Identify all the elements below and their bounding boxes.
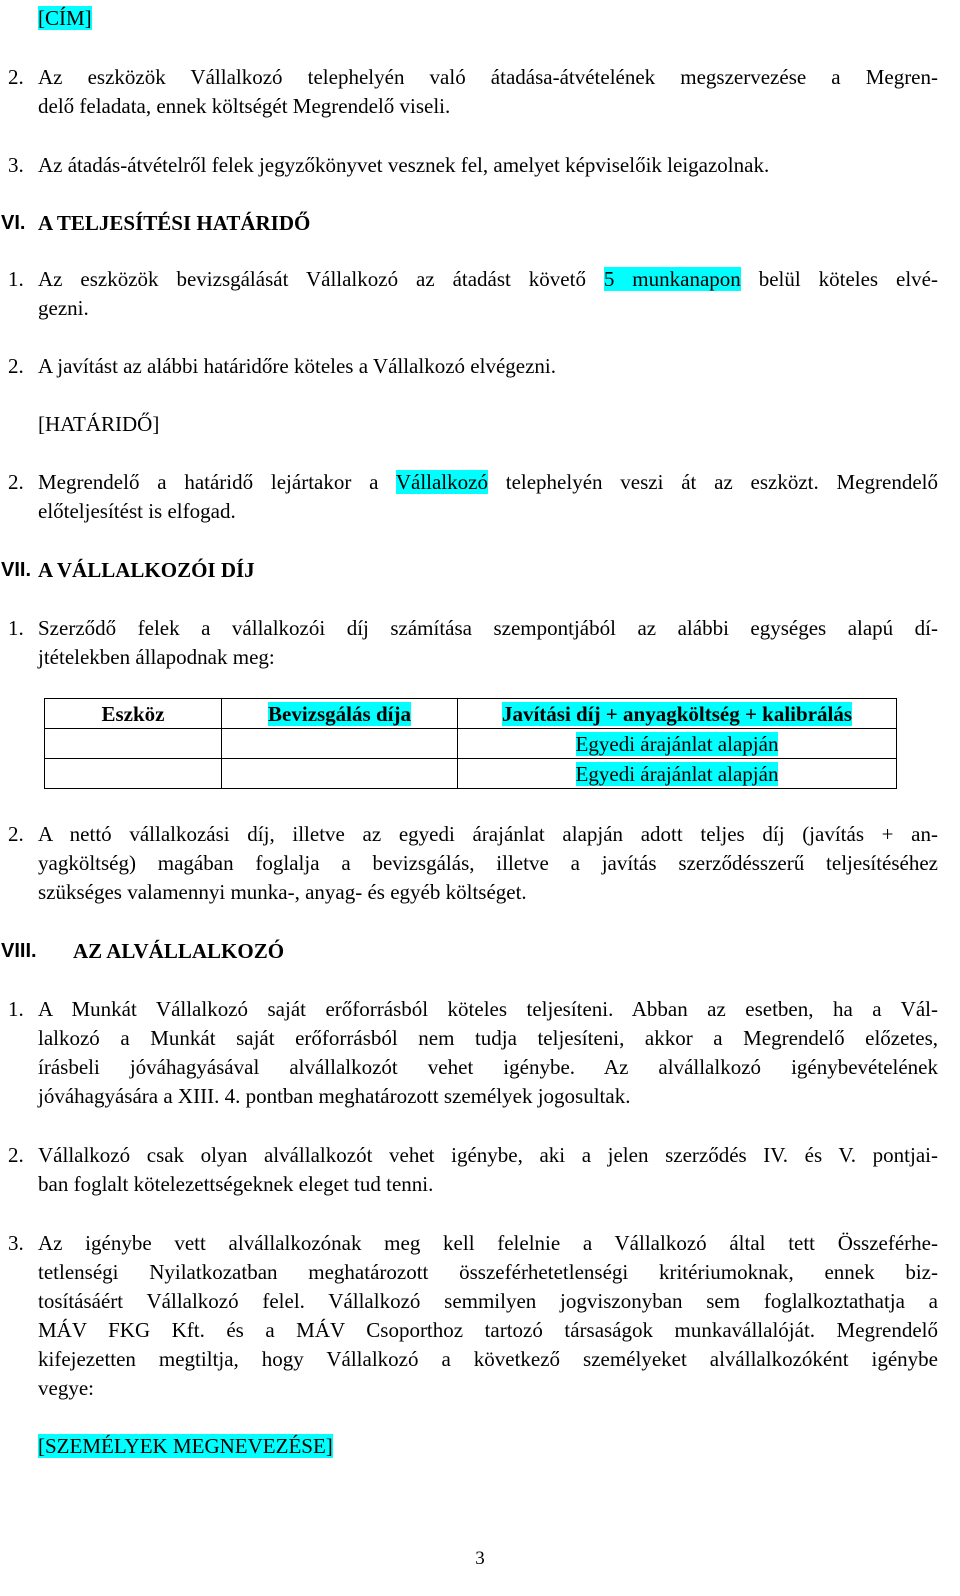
page-number: 3 [475,1548,485,1569]
title-placeholder: [CÍM] [38,6,92,30]
paragraph-vii-2-line3: szükséges valamennyi munka-, anyag- és egyéb költséget. [38,880,527,904]
paragraph-viii-1-line2: lalkozó a Munkát saját erőforrásból nem tudja teljesíteni, akkor a Megrendelő előzetes, [38,1026,938,1050]
fee-table [44,698,897,789]
paragraph-vi-3-line2: előteljesítést is elfogad. [38,499,236,523]
fee-table-header-cell: Eszköz [45,699,222,729]
paragraph-vi-1-line2: gezni. [38,296,89,320]
fee-table-cell: Egyedi árajánlat alapján [458,759,897,789]
paragraph-viii-3-line4: MÁV FKG Kft. és a MÁV Csoporthoz tartozó társaságok munkavállalóját. Megrendelő [38,1318,938,1342]
paragraph-handover-2: 2. Az eszközök Vállalkozó telephelyén való átadása-átvételének megszervezése a Megren- [8,65,938,89]
paragraph-viii-1: 1. A Munkát Vállalkozó saját erőforrásból köteles teljesíteni. Abban az esetben, ha a Vál- [8,997,938,1021]
paragraph-handover-3: 3. Az átadás-átvételről felek jegyzőkönyvet vesznek fel, amelyet képviselőik leigazolnak. [8,153,770,177]
paragraph-vii-2: 2. A nettó vállalkozási díj, illetve az egyedi árajánlat alapján adott teljes díj (javítás + an- [8,822,938,846]
paragraph-viii-1-line3: írásbeli jóváhagyásával alvállalkozót vehet igénybe. Az alvállalkozó igénybevételének [38,1055,938,1079]
paragraph-handover-2-line2: delő feladata, ennek költségét Megrendelő viseli. [38,94,451,118]
fee-table-cell [222,729,458,759]
fee-table-header-cell: Javítási díj + anyagköltség + kalibrálás [458,699,897,729]
paragraph-viii-3-line6: vegye: [38,1376,94,1400]
paragraph-viii-3-line5: kifejezetten megtiltja, hogy Vállalkozó a következő személyeket alvállalkozóként igénybe [38,1347,938,1371]
paragraph-vi-1: 1. Az eszközök bevizsgálását Vállalkozó az átadást követő 5 munkanapon belül köteles elvé- [8,267,938,291]
paragraph-viii-3: 3. Az igénybe vett alvállalkozónak meg kell felelnie a Vállalkozó által tett Összeférhe- [8,1231,938,1255]
fee-table-cell [45,729,222,759]
paragraph-viii-1-line4: jóváhagyására a XIII. 4. pontban meghatározott személyek jogosultak. [38,1084,631,1108]
section-heading-viii: VIII. AZ ALVÁLLALKOZÓ [1,939,285,963]
section-heading-vi: VI. A TELJESÍTÉSI HATÁRIDŐ [1,211,311,235]
deadline-placeholder: [HATÁRIDŐ] [38,412,160,436]
paragraph-viii-3-line3: tosításáért Vállalkozó felel. Vállalkozó semmilyen jogviszonyban sem foglalkoztathatja a [38,1289,938,1313]
fee-table-row [45,759,897,789]
paragraph-viii-2-line2: ban foglalt kötelezettségeknek eleget tud tenni. [38,1172,434,1196]
fee-table-cell [45,759,222,789]
fee-table-header-row [45,699,897,729]
fee-table-cell [222,759,458,789]
fee-table-cell: Egyedi árajánlat alapján [458,729,897,759]
paragraph-vii-1: 1. Szerződő felek a vállalkozói díj számítása szempontjából az alábbi egységes alapú dí- [8,616,938,640]
fee-table-row [45,729,897,759]
paragraph-viii-3-line2: tetlenségi Nyilatkozatban meghatározott összeférhetetlenségi kritériumoknak, ennek biz- [38,1260,938,1284]
fee-table-header-cell: Bevizsgálás díja [222,699,458,729]
section-heading-vii: VII. A VÁLLALKOZÓI DÍJ [1,558,255,582]
paragraph-vii-1-line2: jtételekben állapodnak meg: [38,645,275,669]
paragraph-vi-3: 2. Megrendelő a határidő lejártakor a Vállalkozó telephelyén veszi át az eszközt. Megrendelő [8,470,938,494]
paragraph-viii-2: 2. Vállalkozó csak olyan alvállalkozót vehet igénybe, aki a jelen szerződés IV. és V. pontjai- [8,1143,938,1167]
paragraph-vi-2: 2. A javítást az alábbi határidőre köteles a Vállalkozó elvégezni. [8,354,556,378]
persons-placeholder: [SZEMÉLYEK MEGNEVEZÉSE] [38,1434,333,1458]
paragraph-vii-2-line2: yagköltség) magában foglalja a bevizsgálás, illetve a javítás szerződésszerű teljesítéséhez [38,851,938,875]
